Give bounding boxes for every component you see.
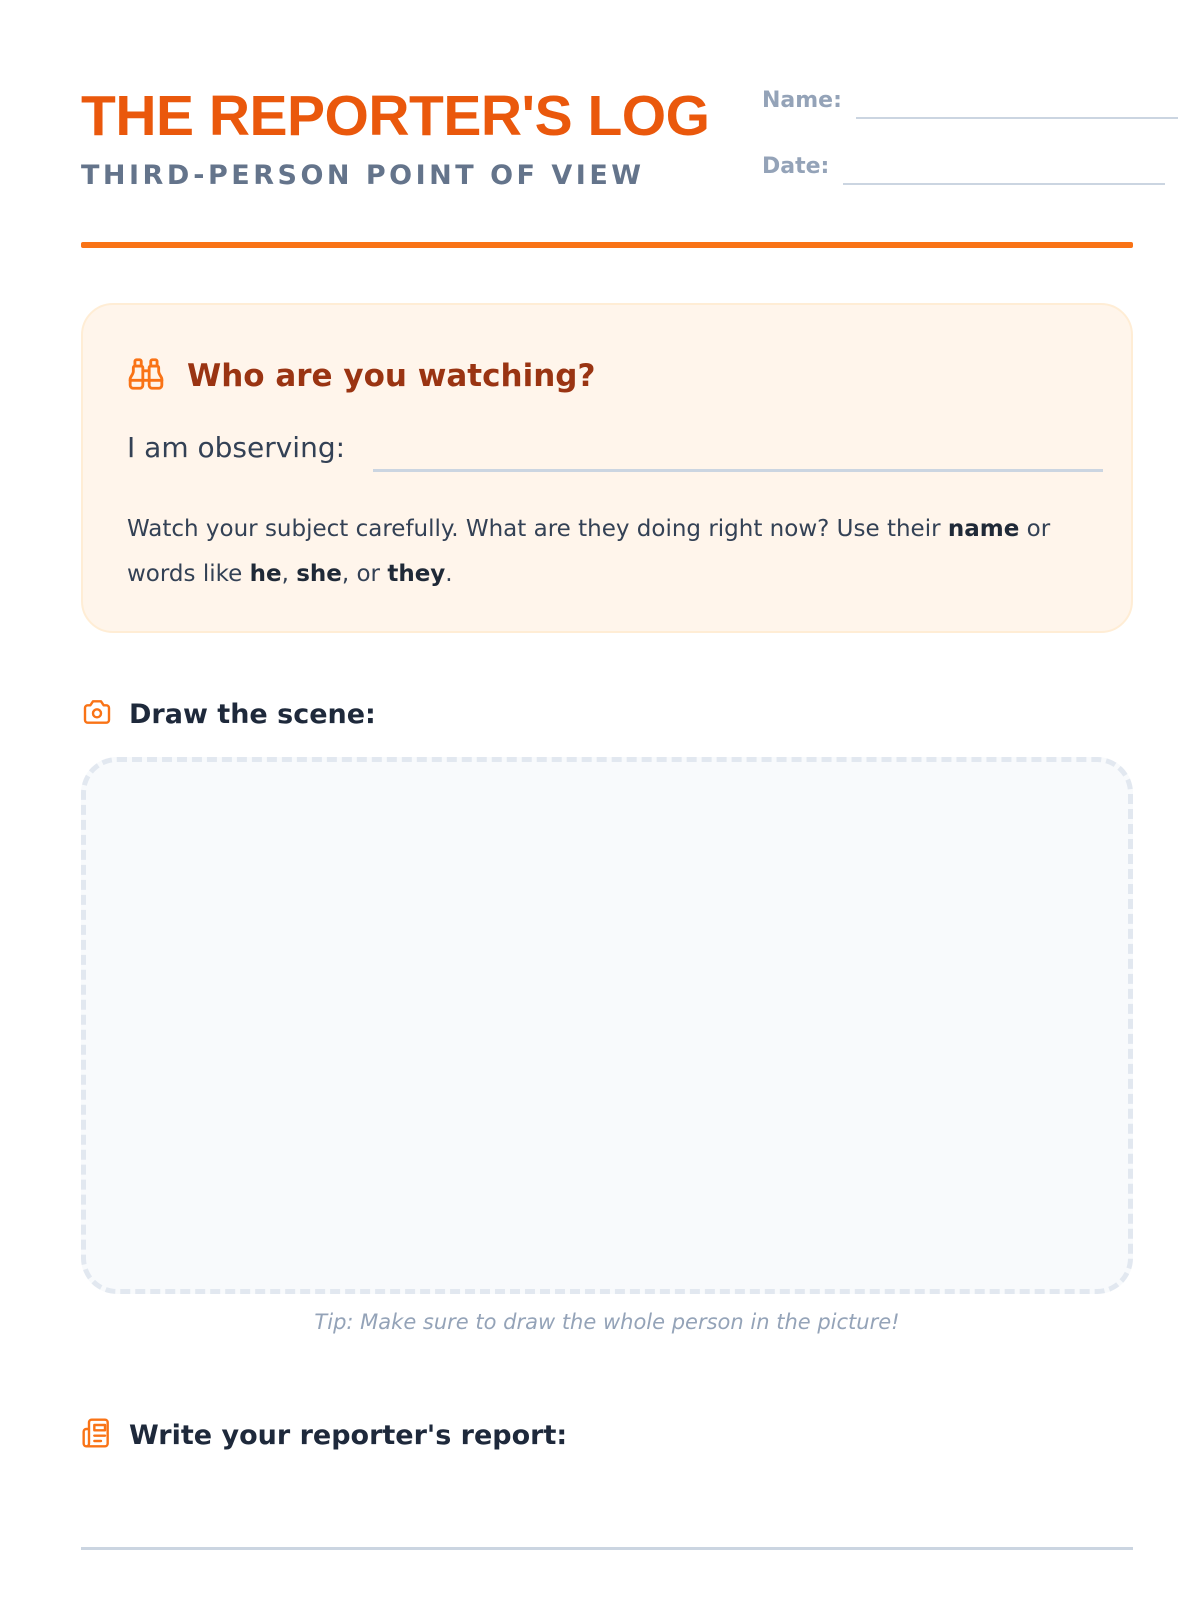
observing-label: I am observing: — [127, 431, 346, 464]
camera-icon — [81, 696, 113, 732]
page-subtitle: THIRD-PERSON POINT OF VIEW — [81, 160, 645, 191]
emphasis-she: she — [296, 561, 342, 587]
name-field-row — [762, 88, 1178, 113]
report-writing-line[interactable] — [81, 1547, 1133, 1550]
emphasis-name: name — [947, 516, 1020, 542]
observation-instructions: Watch your subject carefully. What are they doing right now? Use their name or words like he, she, or they. — [127, 516, 1051, 587]
binoculars-icon — [127, 355, 165, 397]
report-section-header — [81, 1417, 567, 1453]
newspaper-icon — [81, 1417, 113, 1453]
page-title: THE REPORTER'S LOG — [81, 84, 710, 148]
date-field-row — [762, 154, 1165, 179]
observing-input-line[interactable] — [373, 469, 1103, 472]
name-label: Name: — [762, 88, 842, 113]
date-label: Date: — [762, 154, 830, 179]
emphasis-he: he — [249, 561, 282, 587]
report-section-title: Write your reporter's report: — [129, 1419, 568, 1451]
drawing-area[interactable] — [81, 757, 1133, 1294]
observing-field-row — [127, 431, 1103, 464]
worksheet-page — [81, 0, 1133, 1600]
observation-title: Who are you watching? — [187, 358, 596, 394]
emphasis-they: they — [387, 561, 446, 587]
draw-section-header — [81, 696, 376, 732]
header-divider — [81, 242, 1133, 248]
drawing-tip: Tip: Make sure to draw the whole person in the picture! — [314, 1310, 900, 1334]
observation-header — [127, 355, 595, 397]
observation-box — [81, 303, 1133, 633]
name-input-line[interactable] — [856, 117, 1178, 119]
date-input-line[interactable] — [843, 183, 1165, 185]
draw-section-title: Draw the scene: — [129, 698, 376, 730]
